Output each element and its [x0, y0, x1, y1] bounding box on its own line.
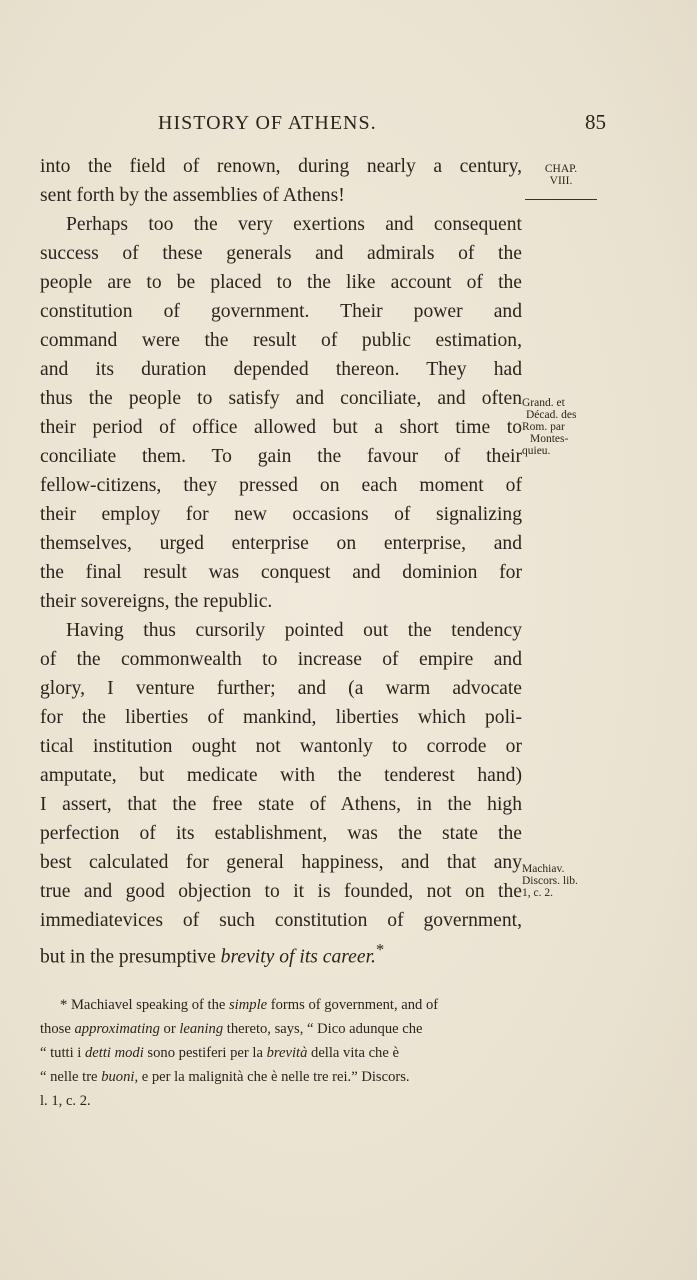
footnote-line	[40, 1017, 518, 1041]
chapter-note	[525, 163, 597, 200]
footnote-fragment: “ nelle tre	[40, 1069, 102, 1085]
text-line: true and good objection to it is founded, not on the	[40, 881, 522, 902]
footnote-line	[40, 1065, 518, 1089]
text-line: into the field of renown, during nearly a century,	[40, 156, 522, 177]
body-text	[40, 152, 522, 972]
margin-note-line: Machiav.	[522, 863, 565, 875]
text-line: Having thus cursorily pointed out the tendency	[66, 620, 522, 641]
text-fragment: but in the presumptive	[40, 946, 221, 968]
footnote-fragment: thereto, says, “ Dico adunque che	[223, 1021, 423, 1037]
margin-note-line: 1, c. 2.	[522, 887, 553, 899]
text-line: their sovereigns, the republic.	[40, 591, 273, 612]
text-line: success of these generals and admirals of the	[40, 243, 522, 264]
footnote-fragment-italic: buoni	[101, 1069, 135, 1085]
text-line: Perhaps too the very exertions and consequent	[66, 214, 522, 235]
text-line: command were the result of public estimation,	[40, 330, 522, 351]
text-line-final	[40, 935, 522, 972]
footnote-fragment-italic: approximating	[74, 1021, 160, 1037]
text-line: and its duration depended thereon. They had	[40, 359, 522, 380]
text-line: for the liberties of mankind, liberties which poli-	[40, 707, 522, 728]
chapter-number: VIII.	[549, 175, 573, 187]
footnote-line	[40, 1041, 518, 1065]
footnote-fragment: , e per la malignità che è nelle tre rei.” Discors.	[134, 1069, 410, 1085]
text-line: their period of office allowed but a short time to	[40, 417, 522, 438]
page-header	[0, 110, 697, 140]
text-line: the final result was conquest and dominion for	[40, 562, 522, 583]
chapter-rule	[525, 199, 597, 200]
margin-note-line: Décad. des	[526, 409, 577, 421]
page-number: 85	[585, 110, 606, 134]
text-line: immediatevices of such constitution of government,	[40, 910, 522, 931]
footnote-fragment-italic: simple	[229, 997, 268, 1013]
text-line: amputate, but medicate with the tenderest hand)	[40, 765, 522, 786]
text-line: constitution of government. Their power and	[40, 301, 522, 322]
margin-note-line: Grand. et	[522, 397, 565, 409]
text-line: best calculated for general happiness, and that any	[40, 852, 522, 873]
text-line: thus the people to satisfy and conciliate, and often	[40, 388, 522, 409]
footnote-fragment: or	[159, 1021, 180, 1037]
text-line: of the commonwealth to increase of empire and	[40, 649, 522, 670]
text-line: conciliate them. To gain the favour of their	[40, 446, 522, 467]
footnote-fragment-italic: detti modi	[85, 1045, 144, 1061]
margin-note-machiavelli	[522, 863, 596, 899]
footnote-fragment-italic: brevità	[266, 1045, 308, 1061]
text-line: perfection of its establishment, was the state the	[40, 823, 522, 844]
text-line: glory, I venture further; and (a warm advocate	[40, 678, 522, 699]
margin-note-line: quieu.	[522, 445, 551, 457]
text-line: themselves, urged enterprise on enterprise, and	[40, 533, 522, 554]
text-fragment-italic: brevity of its career.	[220, 946, 376, 968]
margin-note-line: Discors. lib.	[522, 875, 578, 887]
text-line: I assert, that the free state of Athens, in the high	[40, 794, 522, 815]
footnote	[40, 993, 518, 1113]
footnote-fragment: * Machiavel speaking of the	[60, 997, 229, 1013]
footnote-line	[40, 993, 518, 1017]
text-line: their employ for new occasions of signalizing	[40, 504, 522, 525]
margin-note-grandeur	[522, 397, 594, 457]
footnote-fragment: sono pestiferi per la	[143, 1045, 267, 1061]
margin-note-line: Rom. par	[522, 421, 565, 433]
text-line: sent forth by the assemblies of Athens!	[40, 185, 345, 206]
running-head: HISTORY OF ATHENS.	[158, 112, 377, 134]
footnote-line: l. 1, c. 2.	[40, 1093, 91, 1109]
footnote-fragment: those	[40, 1021, 75, 1037]
text-line: fellow-citizens, they pressed on each moment of	[40, 475, 522, 496]
footnote-fragment: forms of government, and of	[267, 997, 439, 1013]
text-line: people are to be placed to the like account of the	[40, 272, 522, 293]
chapter-label: CHAP.	[544, 163, 578, 175]
footnote-fragment-italic: leaning	[179, 1021, 224, 1037]
margin-note-line: Montes-	[530, 433, 569, 445]
footnote-fragment: della vita che è	[307, 1045, 399, 1061]
text-line: tical institution ought not wantonly to corrode or	[40, 736, 522, 757]
footnote-marker: *	[375, 940, 385, 959]
footnote-fragment: “ tutti i	[40, 1045, 85, 1061]
